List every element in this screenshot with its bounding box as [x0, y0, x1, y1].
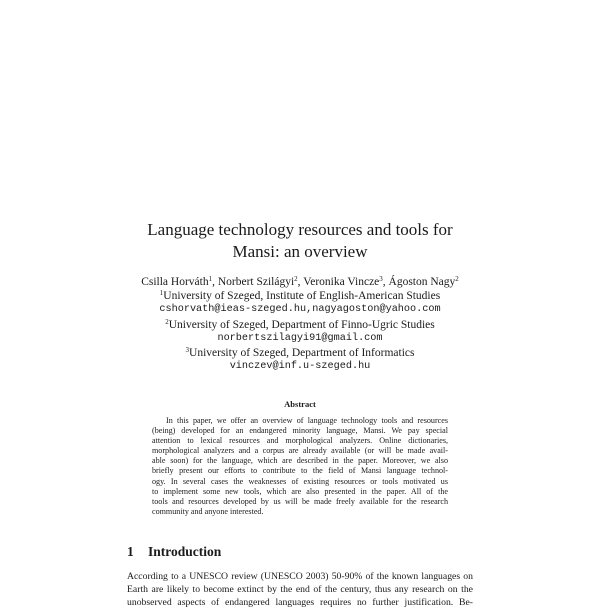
affiliation-number: 3	[185, 346, 190, 355]
abstract-line: to implement some new tools, which are also presented in the paper. All of the	[152, 486, 448, 496]
author-name: Norbert Szilágyi	[217, 276, 295, 288]
introduction-text	[127, 570, 473, 608]
affiliation-name: University of Szeged, Department of Informatics	[189, 347, 415, 360]
body-line: Earth are likely to become extinct by the end of the century, thus any research on the	[127, 584, 473, 595]
body-line: unobserved aspects of endangered languages requires no further justification. Be-	[127, 597, 473, 608]
author-name: Csilla Horváth	[141, 276, 209, 288]
abstract-line: ogy. In several cases the weaknesses of existing resources or tools motivated us	[152, 476, 448, 486]
paper-title-line-1: Language technology resources and tools for	[147, 220, 453, 239]
abstract-line: In this paper, we offer an overview of language technology tools and resources	[166, 416, 448, 425]
affiliation-name: University of Szeged, Department of Finno-Ugric Studies	[168, 318, 435, 331]
affiliation-name: University of Szeged, Institute of English-American Studies	[163, 290, 441, 303]
author-affiliation-mark: 3	[379, 275, 383, 283]
affiliation-line	[80, 289, 520, 303]
author-affiliation-mark: 2	[455, 275, 459, 283]
abstract-line: tools and resources developed by us will be made freely available for the research	[152, 496, 448, 506]
author-affiliation-mark: 2	[294, 275, 298, 283]
paper-title	[100, 219, 500, 263]
abstract-line: community and anyone interested.	[152, 506, 264, 516]
author-name: Ágoston Nagy	[388, 276, 456, 288]
author-list: Csilla Horváth$^1$, Norbert Szilágyi$^2$, Veronika Vincze$^3$, Ágoston Nagy$^2$	[141, 275, 459, 288]
affiliation-email: cshorvath@ieas-szeged.hu,nagyagoston@yahoo.com	[159, 304, 441, 316]
abstract-line: briefly present our efforts to contribute to the field of Mansi language technol-	[152, 466, 448, 476]
abstract-line: attention to lexical resources and morphological analyzers. Online dictionaries,	[152, 436, 448, 446]
author-block	[80, 275, 520, 374]
abstract-line: (being) developed for an endangered minority language, Mansi. We pay special	[152, 426, 448, 436]
affiliation-number: 1	[159, 289, 164, 298]
affiliation-line	[80, 318, 520, 332]
affiliation-email: vinczev@inf.u-szeged.hu	[229, 361, 371, 373]
affiliation-email: norbertszilagyi91@gmail.com	[217, 332, 383, 344]
author-name: Veronika Vincze	[303, 276, 380, 288]
affiliation-number: 2	[165, 317, 169, 326]
abstract-heading: Abstract	[284, 399, 316, 409]
abstract-body	[152, 416, 448, 517]
body-line: According to a UNESCO review (UNESCO 2003) 50-90% of the known languages on	[127, 571, 473, 582]
author-affiliation-mark: 1	[208, 275, 213, 283]
section-heading	[127, 544, 221, 560]
abstract-line: morphological analyzers and a corpus are already available (or will be made avail-	[152, 446, 448, 456]
section-title: Introduction	[148, 544, 222, 559]
section-number: 1	[127, 544, 134, 559]
affiliation-line	[80, 346, 520, 360]
abstract-line: able soon) for the language, which are described in the paper. Moreover, we also	[152, 456, 448, 466]
paper-title-line-2: Mansi: an overview	[232, 242, 368, 261]
